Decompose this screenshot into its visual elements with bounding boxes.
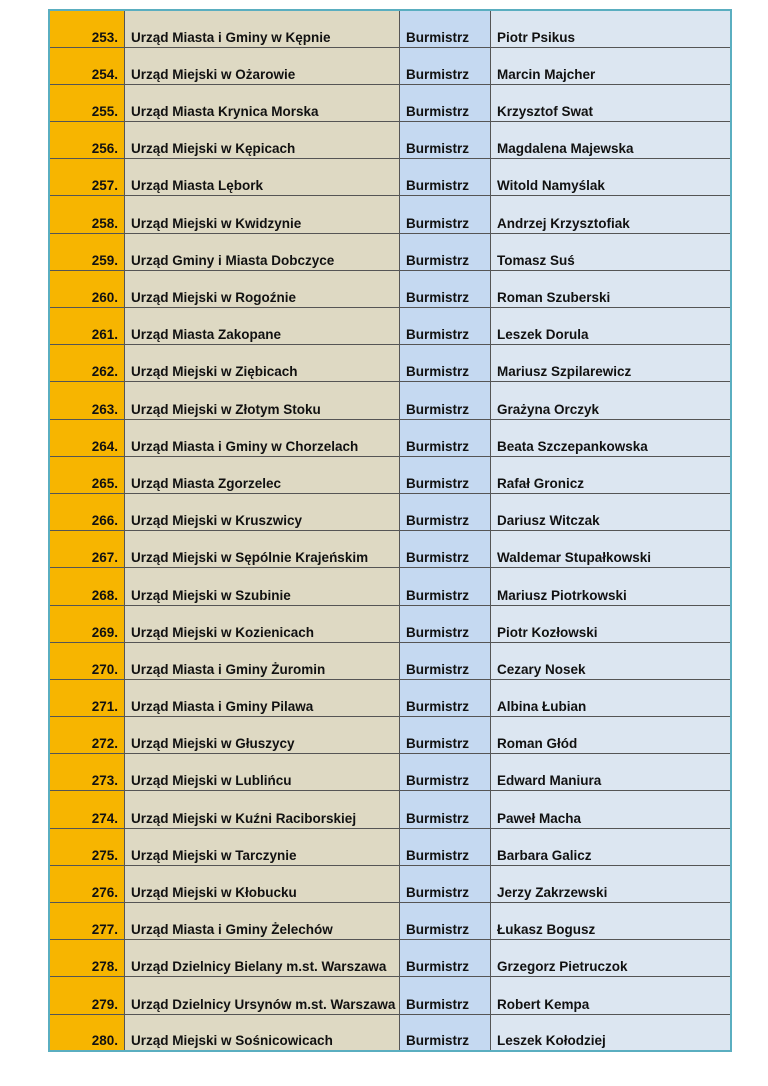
row-number: 261. (49, 308, 125, 345)
official-title: Burmistrz (400, 196, 491, 233)
table-row (49, 196, 731, 233)
official-name: Marcin Majcher (491, 47, 732, 84)
official-name: Mariusz Piotrkowski (491, 568, 732, 605)
table-body (49, 10, 731, 1051)
official-name: Roman Szuberski (491, 270, 732, 307)
table-row (49, 345, 731, 382)
row-number: 264. (49, 419, 125, 456)
official-name: Grzegorz Pietruczok (491, 940, 732, 977)
row-number: 262. (49, 345, 125, 382)
row-number: 256. (49, 122, 125, 159)
office-name: Urząd Miasta Lębork (125, 159, 400, 196)
row-number: 279. (49, 977, 125, 1014)
official-title: Burmistrz (400, 308, 491, 345)
row-number: 265. (49, 456, 125, 493)
official-title: Burmistrz (400, 345, 491, 382)
table-row (49, 47, 731, 84)
table-row (49, 717, 731, 754)
official-name: Beata Szczepankowska (491, 419, 732, 456)
row-number: 253. (49, 10, 125, 47)
table-row (49, 122, 731, 159)
row-number: 255. (49, 84, 125, 121)
official-name: Mariusz Szpilarewicz (491, 345, 732, 382)
official-title: Burmistrz (400, 493, 491, 530)
row-number: 280. (49, 1014, 125, 1051)
office-name: Urząd Miejski w Sępólnie Krajeńskim (125, 531, 400, 568)
official-title: Burmistrz (400, 122, 491, 159)
official-name: Magdalena Majewska (491, 122, 732, 159)
row-number: 254. (49, 47, 125, 84)
official-title: Burmistrz (400, 233, 491, 270)
official-name: Barbara Galicz (491, 828, 732, 865)
official-name: Cezary Nosek (491, 642, 732, 679)
row-number: 278. (49, 940, 125, 977)
official-name: Piotr Kozłowski (491, 605, 732, 642)
office-name: Urząd Miejski w Kuźni Raciborskiej (125, 791, 400, 828)
table-row (49, 308, 731, 345)
office-name: Urząd Gminy i Miasta Dobczyce (125, 233, 400, 270)
official-name: Roman Głód (491, 717, 732, 754)
table-row (49, 84, 731, 121)
table-row (49, 10, 731, 47)
official-name: Krzysztof Swat (491, 84, 732, 121)
table-row (49, 1014, 731, 1051)
office-name: Urząd Miejski w Sośnicowicach (125, 1014, 400, 1051)
official-name: Rafał Gronicz (491, 456, 732, 493)
official-title: Burmistrz (400, 865, 491, 902)
official-title: Burmistrz (400, 159, 491, 196)
official-name: Leszek Dorula (491, 308, 732, 345)
table-row (49, 568, 731, 605)
table-row (49, 865, 731, 902)
table-row (49, 159, 731, 196)
official-title: Burmistrz (400, 84, 491, 121)
official-name: Paweł Macha (491, 791, 732, 828)
row-number: 273. (49, 754, 125, 791)
official-title: Burmistrz (400, 679, 491, 716)
office-name: Urząd Miasta i Gminy Pilawa (125, 679, 400, 716)
official-title: Burmistrz (400, 1014, 491, 1051)
row-number: 272. (49, 717, 125, 754)
official-name: Piotr Psikus (491, 10, 732, 47)
office-name: Urząd Dzielnicy Ursynów m.st. Warszawa (125, 977, 400, 1014)
official-name: Dariusz Witczak (491, 493, 732, 530)
official-name: Waldemar Stupałkowski (491, 531, 732, 568)
table-row (49, 642, 731, 679)
office-name: Urząd Miejski w Szubinie (125, 568, 400, 605)
official-title: Burmistrz (400, 568, 491, 605)
row-number: 269. (49, 605, 125, 642)
official-title: Burmistrz (400, 605, 491, 642)
official-title: Burmistrz (400, 419, 491, 456)
office-name: Urząd Miejski w Kępicach (125, 122, 400, 159)
table-row (49, 493, 731, 530)
office-name: Urząd Miasta Krynica Morska (125, 84, 400, 121)
official-name: Leszek Kołodziej (491, 1014, 732, 1051)
office-name: Urząd Dzielnicy Bielany m.st. Warszawa (125, 940, 400, 977)
table-row (49, 791, 731, 828)
office-name: Urząd Miejski w Tarczynie (125, 828, 400, 865)
row-number: 263. (49, 382, 125, 419)
office-name: Urząd Miejski w Ziębicach (125, 345, 400, 382)
table-row (49, 531, 731, 568)
official-title: Burmistrz (400, 791, 491, 828)
table-row (49, 754, 731, 791)
row-number: 270. (49, 642, 125, 679)
office-name: Urząd Miasta i Gminy w Chorzelach (125, 419, 400, 456)
table-row (49, 940, 731, 977)
office-name: Urząd Miasta i Gminy Żuromin (125, 642, 400, 679)
official-name: Witold Namyślak (491, 159, 732, 196)
official-title: Burmistrz (400, 940, 491, 977)
official-name: Jerzy Zakrzewski (491, 865, 732, 902)
office-name: Urząd Miasta i Gminy Żelechów (125, 903, 400, 940)
table-row (49, 903, 731, 940)
official-title: Burmistrz (400, 717, 491, 754)
table-row (49, 456, 731, 493)
official-name: Łukasz Bogusz (491, 903, 732, 940)
row-number: 266. (49, 493, 125, 530)
office-name: Urząd Miasta Zakopane (125, 308, 400, 345)
official-name: Edward Maniura (491, 754, 732, 791)
official-title: Burmistrz (400, 270, 491, 307)
official-title: Burmistrz (400, 47, 491, 84)
row-number: 257. (49, 159, 125, 196)
table-row (49, 270, 731, 307)
row-number: 276. (49, 865, 125, 902)
table-row (49, 605, 731, 642)
table-row (49, 233, 731, 270)
table-row (49, 419, 731, 456)
table-row (49, 977, 731, 1014)
table-row (49, 828, 731, 865)
office-name: Urząd Miejski w Złotym Stoku (125, 382, 400, 419)
office-name: Urząd Miasta i Gminy w Kępnie (125, 10, 400, 47)
row-number: 274. (49, 791, 125, 828)
office-name: Urząd Miejski w Kruszwicy (125, 493, 400, 530)
table-row (49, 679, 731, 716)
official-title: Burmistrz (400, 456, 491, 493)
official-name: Tomasz Suś (491, 233, 732, 270)
row-number: 258. (49, 196, 125, 233)
official-name: Albina Łubian (491, 679, 732, 716)
row-number: 275. (49, 828, 125, 865)
table-row (49, 382, 731, 419)
row-number: 267. (49, 531, 125, 568)
official-name: Robert Kempa (491, 977, 732, 1014)
office-name: Urząd Miejski w Głuszycy (125, 717, 400, 754)
office-name: Urząd Miejski w Kwidzynie (125, 196, 400, 233)
official-title: Burmistrz (400, 531, 491, 568)
official-title: Burmistrz (400, 754, 491, 791)
officials-table (48, 9, 732, 1052)
official-title: Burmistrz (400, 642, 491, 679)
official-title: Burmistrz (400, 828, 491, 865)
official-title: Burmistrz (400, 382, 491, 419)
official-name: Andrzej Krzysztofiak (491, 196, 732, 233)
office-name: Urząd Miejski w Ożarowie (125, 47, 400, 84)
row-number: 259. (49, 233, 125, 270)
row-number: 277. (49, 903, 125, 940)
office-name: Urząd Miasta Zgorzelec (125, 456, 400, 493)
row-number: 271. (49, 679, 125, 716)
office-name: Urząd Miejski w Rogoźnie (125, 270, 400, 307)
official-name: Grażyna Orczyk (491, 382, 732, 419)
row-number: 268. (49, 568, 125, 605)
official-title: Burmistrz (400, 10, 491, 47)
official-title: Burmistrz (400, 977, 491, 1014)
office-name: Urząd Miejski w Lublińcu (125, 754, 400, 791)
official-title: Burmistrz (400, 903, 491, 940)
office-name: Urząd Miejski w Kozienicach (125, 605, 400, 642)
office-name: Urząd Miejski w Kłobucku (125, 865, 400, 902)
row-number: 260. (49, 270, 125, 307)
